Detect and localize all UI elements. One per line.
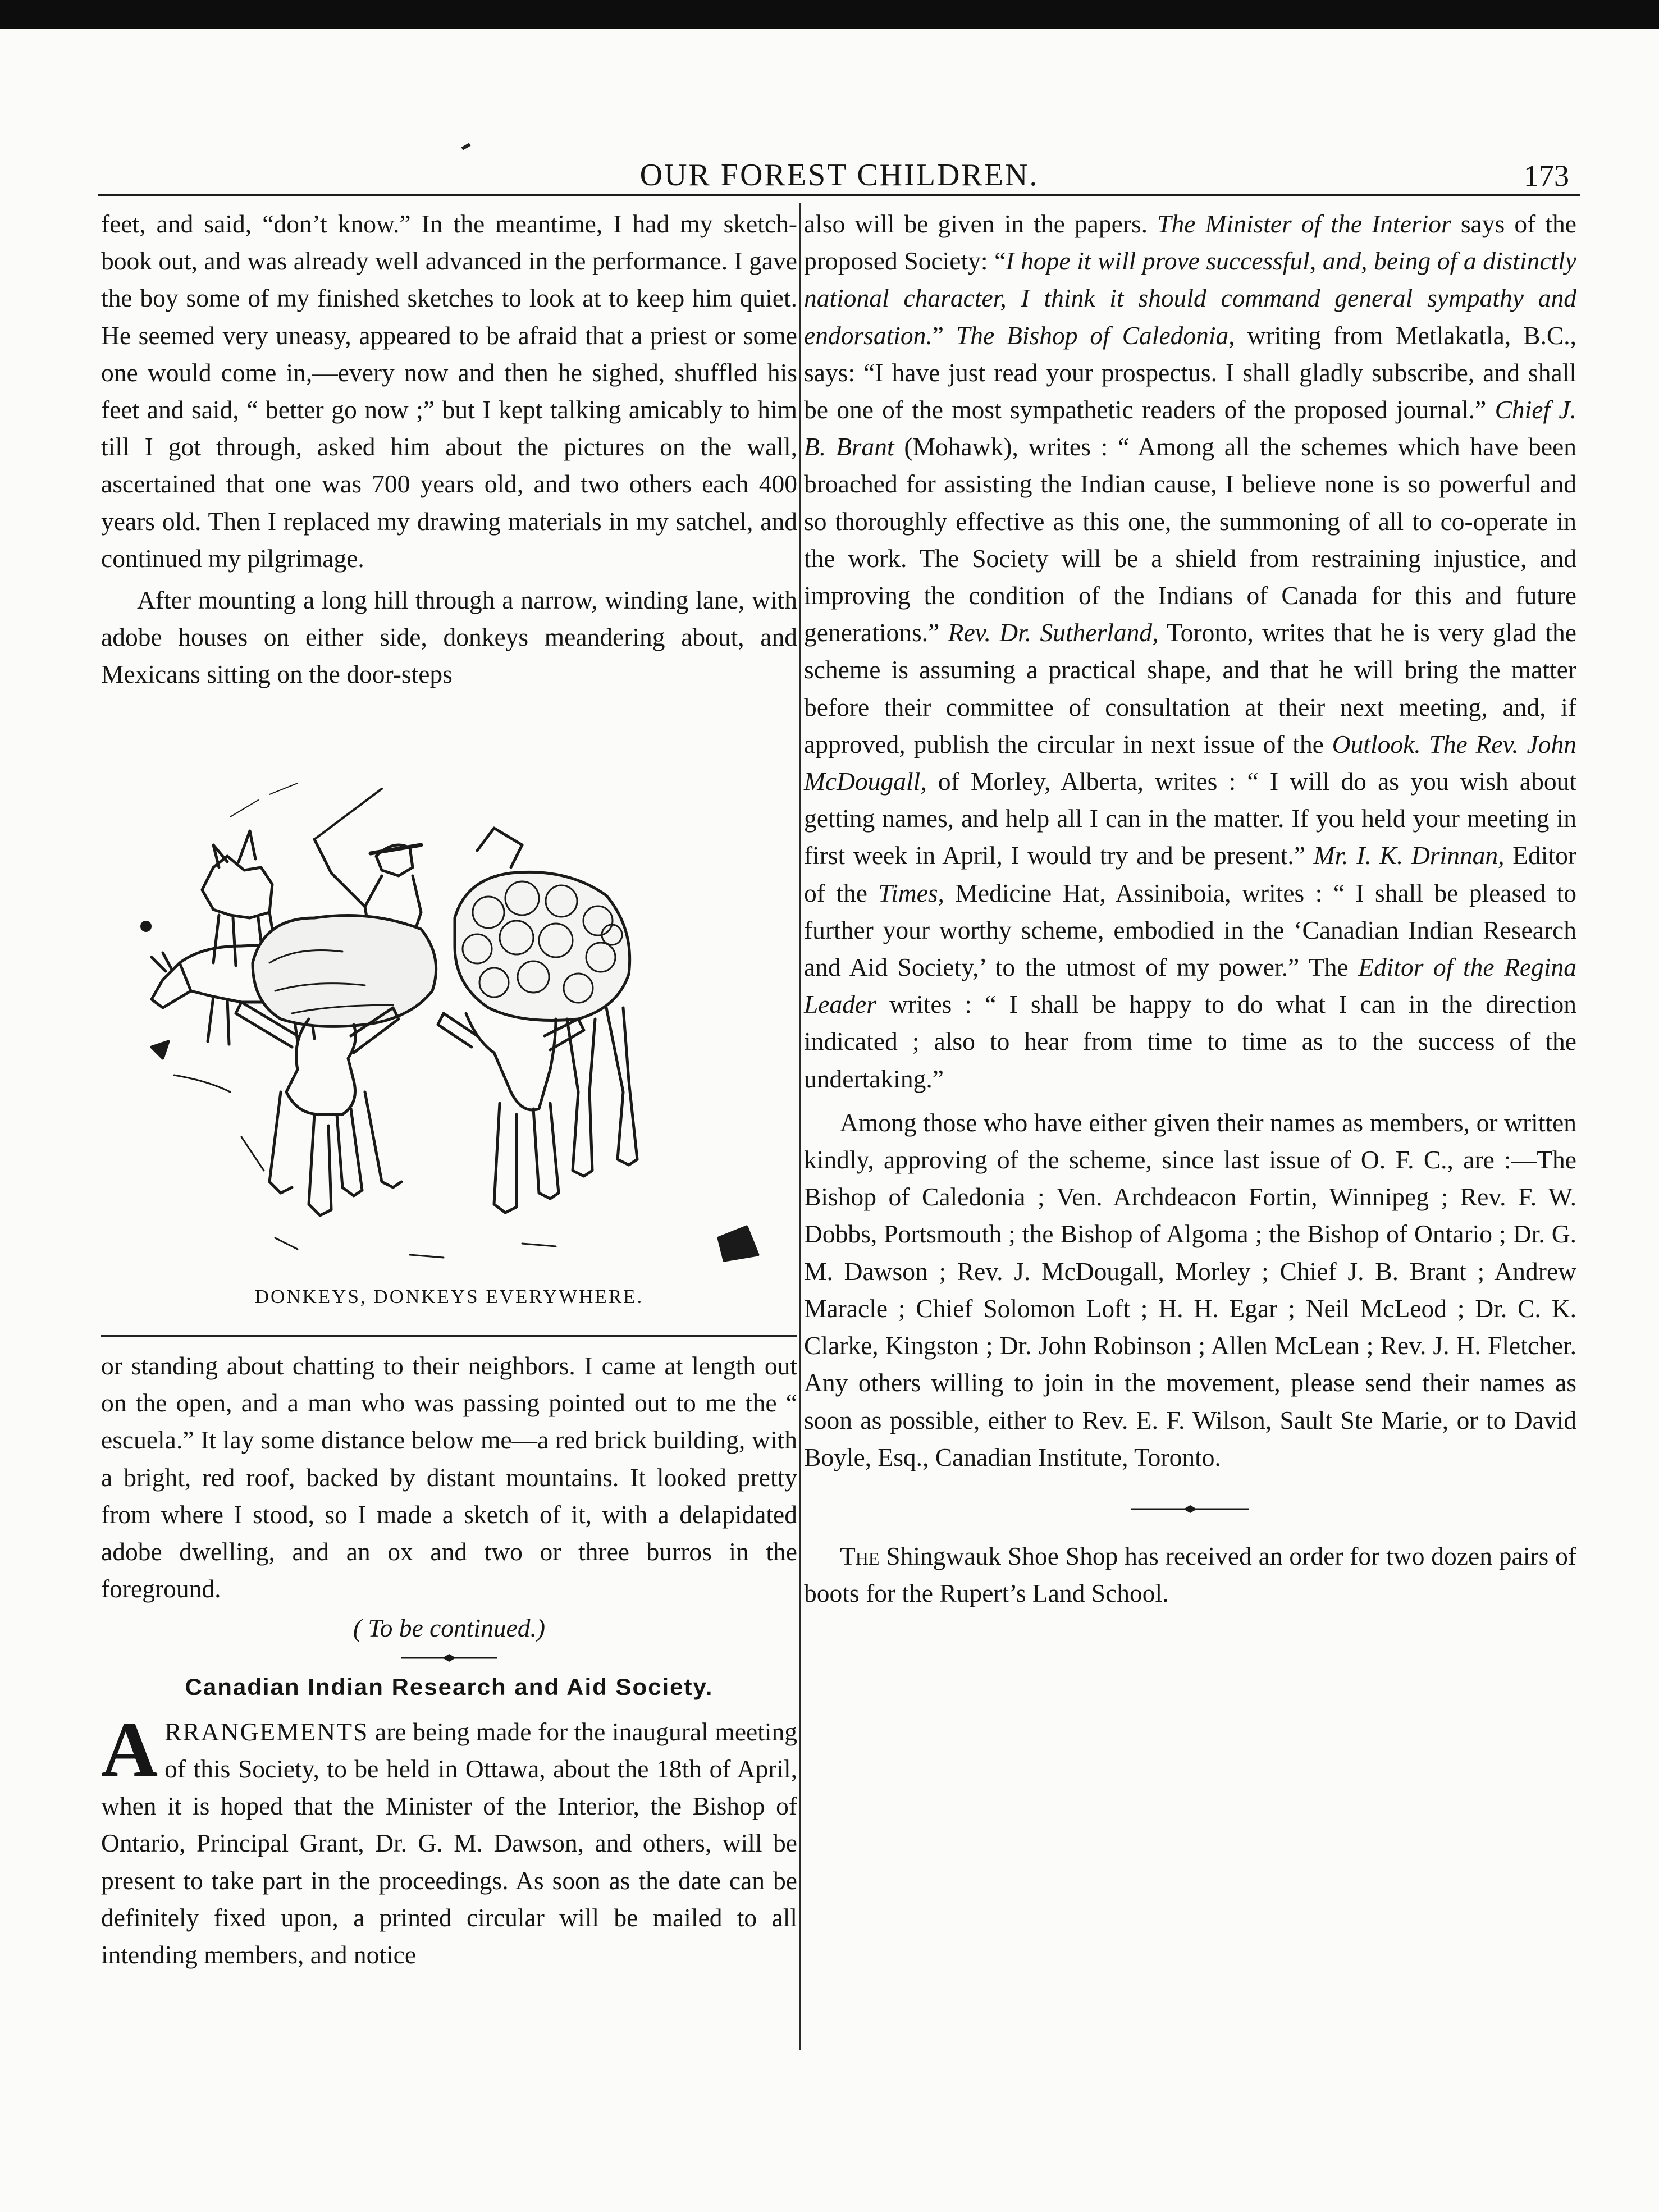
paragraph: Among those who have either given their names as members, or written kindly, approving of the scheme, since last issue of O. F. C., are :—The Bishop of Caledonia ; Ven. Archdeacon Fortin, Winnipeg ; Rev. F. W. Dobbs, Portsmouth ; the Bishop of Algoma ; the Bishop of Ontario ; Dr. G. M. Dawson ; Rev. J. McDougall, Morley ; Chief J. B. Brant ; Andrew Maracle ; Chief Solomon Loft ; H. H. Egar ; Neil McLeod ; Dr. C. K. Clarke, Kingston ; Dr. John Robinson ; Allen McLean ; Rev. J. H. Fletcher. Any others willing to join in the movement, please send their names as soon as possible, either to Rev. E. F. Wilson, Sault Ste Marie, or to David Boyle, Esq., Canadian Institute, Toronto. (804, 1108, 1576, 1471)
to-be-continued: ( To be continued.) (353, 1614, 546, 1643)
running-title: OUR FOREST CHILDREN. (639, 158, 1039, 193)
text: of Morley, Alberta, writes : “ I will do as you wish about getting names, and help all I can in the matter. If you held your meeting in first week in April, I would try and be present.” (804, 767, 1576, 870)
paragraph (804, 205, 1576, 1098)
paragraph (804, 1538, 1576, 1612)
italic-text: Outlook. (1332, 729, 1421, 758)
section-heading: Canadian Indian Research and Aid Society. (185, 1673, 714, 1700)
text: also will be given in the papers. (804, 209, 1158, 238)
drop-cap: A (101, 1706, 158, 1793)
text: Toronto, writes that he is very glad the scheme is assuming a practical shape, and that he will bring the matter before their committee of consultation at their next meeting, and, if approved, publish the circular in next issue of the (804, 618, 1576, 758)
italic-text: Rev. Dr. Sutherland, (948, 618, 1159, 647)
donkeys-illustration (129, 778, 786, 1277)
ornament-divider (1131, 1504, 1249, 1514)
italic-text: Times, (878, 878, 944, 907)
text: writes : “ I shall be happy to do what I can in the direction indicated ; also to hear from time to time as to the success of the undertaking.” (804, 990, 1576, 1093)
text (1421, 730, 1429, 758)
text: Editor of the (804, 841, 1576, 907)
paragraph: feet, and said, “don’t know.” In the meantime, I had my sketch-book out, and was already well advanced in the performance. I gave the boy some of my finished sketches to look at to keep him quiet. He seemed very uneasy, appeared to be afraid that a priest or some one would come in,—every now and then he sighed, shuffled his feet and said, “ better go now ;” but I kept talking amicably to him till I got through, asked him about the pictures on the wall, ascertained that one was 700 years old, and two others each 400 years old. Then I replaced my drawing materials in my satchel, and continued my pilgrimage. (101, 209, 797, 573)
left-column (101, 205, 797, 693)
text: ” (932, 321, 956, 350)
caption-rule (101, 1335, 797, 1337)
paragraph: After mounting a long hill through a narrow, winding lane, with adobe houses on either side, donkeys meandering about, and Mexicans sitting on the door-steps (101, 586, 797, 689)
lead-word: The (840, 1542, 880, 1571)
text: writing from Metlakatla, B.C., says: “I have just read your prospectus. I shall gladly subscribe, and shall be one of the most sympathetic readers of the proposed journal.” (804, 321, 1576, 424)
italic-text: Chief J. B. Brant (804, 395, 1576, 461)
page-header (101, 150, 1578, 195)
column-divider (799, 203, 801, 2050)
section-paragraph (101, 1706, 797, 1973)
illustration-caption: DONKEYS, DONKEYS EVERYWHERE. (254, 1286, 644, 1308)
lead-word: RRANGEMENTS (164, 1717, 369, 1746)
page-number: 173 (1524, 159, 1569, 193)
italic-text: The Rev. John McDougall, (804, 729, 1576, 796)
italic-text: Editor of the Regina Leader (804, 953, 1576, 1019)
header-rule (98, 194, 1580, 196)
text: Shingwauk Shoe Shop has received an order for two dozen pairs of boots for the Rupert’s Land School. (804, 1542, 1576, 1608)
section-text: are being made for the inaugural meeting of this Society, to be held in Ottawa, about the 18th of April, when it is hoped that the Minister of the Interior, the Bishop of Ontario, Principal Grant, Dr. G. M. Dawson, and others, will be present to take part in the proceedings. As soon as the date can be definitely fixed upon, a printed circular will be mailed to all intending members, and notice (101, 1717, 797, 1969)
italic-text: The Minister of the Interior (1157, 209, 1451, 238)
left-lower-column (101, 1347, 797, 1973)
scan-top-border (0, 0, 1659, 29)
ornament-divider (401, 1653, 497, 1663)
ink-speck (461, 143, 471, 150)
donkeys-engraving (129, 778, 786, 1277)
right-column (804, 205, 1576, 1612)
paragraph: or standing about chatting to their neighbors. I came at length out on the open, and a man who was passing pointed out to me the “ escuela.” It lay some distance below me—a red brick building, with a bright, red roof, backed by distant mountains. It looked pretty from where I stood, so I made a sketch of it, with a delapidated adobe dwelling, and an ox and two or three burros in the foreground. (101, 1351, 797, 1603)
italic-text: Mr. I. K. Drinnan, (1313, 841, 1505, 870)
text: (Mohawk), writes : “ Among all the schemes which have been broached for assisting the Indian cause, I believe none is so powerful and so thoroughly effective as this one, the summoning of all to co-operate in the work. The Society will be a shield from restraining injustice, and improving the condition of the Indians of Canada for this and future generations.” (804, 432, 1577, 647)
text: Medicine Hat, Assiniboia, writes : “ I shall be pleased to further your worthy scheme, embodied in the ‘Canadian Indian Research and Aid Society,’ to the utmost of my power.” The (804, 878, 1576, 982)
italic-text: The Bishop of Caledonia, (956, 321, 1235, 350)
ornament-divider-right (804, 1487, 1576, 1524)
italic-quote: I hope it will prove successful, and, being of a distinctly national character, I think it should command general sympathy and endorsation. (804, 246, 1576, 350)
text: says of the proposed Society: “ (804, 209, 1576, 276)
